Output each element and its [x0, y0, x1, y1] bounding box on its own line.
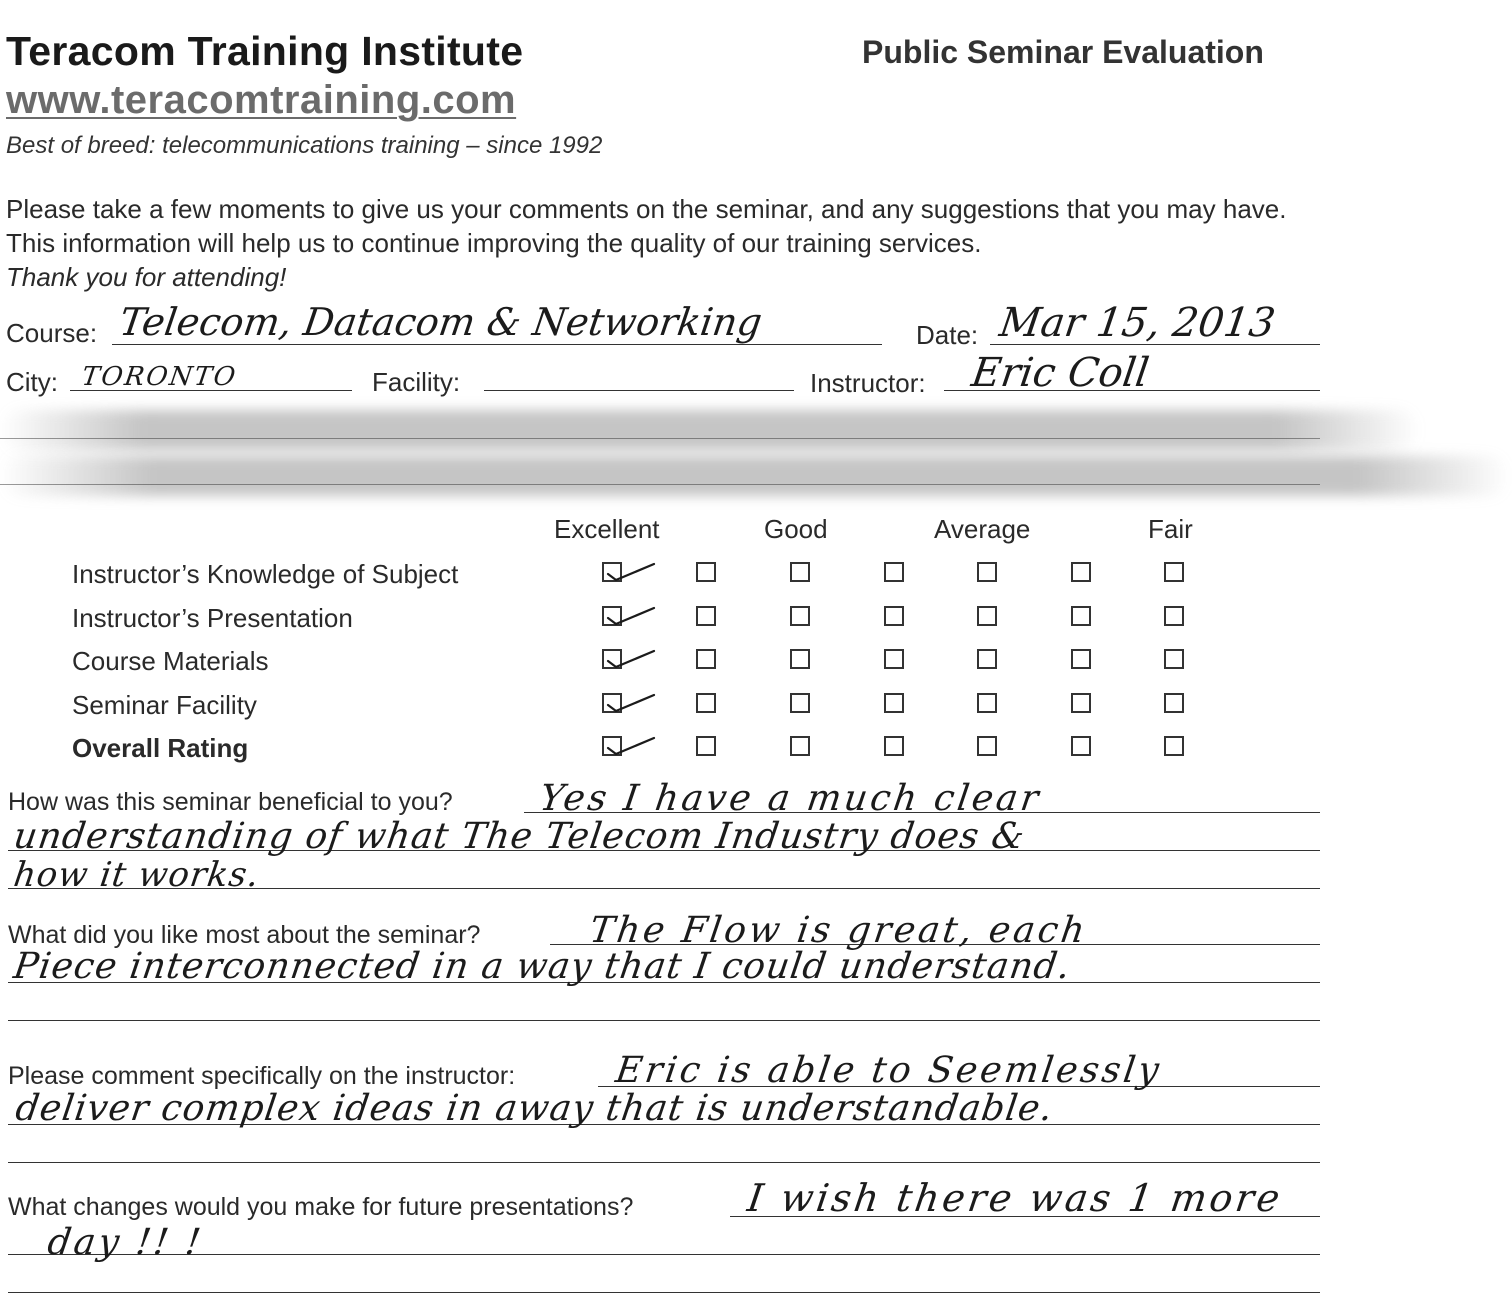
- org-tagline: Best of breed: telecommunications training – since 1992: [6, 132, 603, 159]
- date-value[interactable]: Mar 15, 2013: [996, 300, 1278, 346]
- q4-answer-line-1[interactable]: I wish there was 1 more: [744, 1176, 1286, 1220]
- q4-line-2: [8, 1254, 1320, 1255]
- facility-label: Facility:: [372, 367, 461, 397]
- rating-checkbox[interactable]: [790, 736, 810, 756]
- redacted-line-1: [0, 438, 1320, 439]
- q1-answer-line-2[interactable]: understanding of what The Telecom Industry does &: [11, 816, 1028, 857]
- rating-checkbox[interactable]: [1164, 736, 1184, 756]
- course-line: [112, 344, 882, 345]
- q2-answer-line-2[interactable]: Piece interconnected in a way that I could understand.: [11, 946, 1074, 987]
- checkmark-icon: [606, 691, 656, 717]
- rating-checkbox[interactable]: [884, 693, 904, 713]
- q2-answer-line-1[interactable]: The Flow is great, each: [587, 910, 1091, 951]
- rating-checkbox[interactable]: [696, 649, 716, 669]
- checkmark-icon: [606, 604, 656, 630]
- course-label: Course:: [6, 318, 98, 348]
- rating-checkbox[interactable]: [1164, 562, 1184, 582]
- q4-answer-line-2[interactable]: day !! !: [45, 1222, 207, 1263]
- rating-checkbox[interactable]: [977, 562, 997, 582]
- checkmark-icon: [606, 734, 656, 760]
- redacted-field-1: [0, 410, 1420, 450]
- redacted-line-2: [0, 484, 1320, 485]
- intro-text: [6, 192, 1326, 294]
- q2-label: What did you like most about the seminar?: [8, 921, 481, 949]
- q3-answer-line-1[interactable]: Eric is able to Seemlessly: [613, 1050, 1165, 1091]
- q1-label: How was this seminar beneficial to you?: [8, 788, 453, 816]
- q3-label: Please comment specifically on the instructor:: [8, 1062, 516, 1090]
- q4-line-3: [8, 1292, 1320, 1293]
- rating-checkbox[interactable]: [884, 649, 904, 669]
- q3-line-3: [8, 1162, 1320, 1163]
- intro-paragraph: Please take a few moments to give us your comments on the seminar, and any suggestions that you may have. This information will help us to continue improving the quality of our training services.: [6, 194, 1287, 258]
- rating-checkbox[interactable]: [1164, 649, 1184, 669]
- col-head-fair: Fair: [1148, 514, 1193, 544]
- rating-checkbox[interactable]: [884, 606, 904, 626]
- rating-checkbox[interactable]: [1071, 562, 1091, 582]
- date-label: Date:: [916, 320, 979, 350]
- instructor-label: Instructor:: [810, 368, 926, 398]
- q2-line-3: [8, 1020, 1320, 1021]
- rating-checkbox[interactable]: [1071, 693, 1091, 713]
- course-value[interactable]: Telecom, Datacom & Networking: [116, 300, 765, 344]
- col-head-excellent: Excellent: [554, 514, 660, 544]
- rating-checkbox[interactable]: [1164, 693, 1184, 713]
- q3-answer-line-2[interactable]: deliver complex ideas in away that is understandable.: [13, 1088, 1056, 1129]
- q4-label: What changes would you make for future presentations?: [8, 1193, 634, 1221]
- intro-thanks: Thank you for attending!: [6, 262, 287, 292]
- rating-checkbox[interactable]: [884, 562, 904, 582]
- rating-checkbox[interactable]: [1071, 736, 1091, 756]
- city-value[interactable]: TORONTO: [79, 362, 240, 392]
- checkmark-icon: [606, 560, 656, 586]
- form-title: Public Seminar Evaluation: [862, 34, 1264, 70]
- org-url[interactable]: www.teracomtraining.com: [6, 78, 517, 122]
- rating-checkbox[interactable]: [977, 693, 997, 713]
- rating-checkbox[interactable]: [790, 649, 810, 669]
- instructor-value[interactable]: Eric Coll: [968, 350, 1152, 396]
- org-title: Teracom Training Institute: [6, 28, 524, 74]
- rating-row-label: Course Materials: [72, 646, 269, 676]
- redacted-field-2: [0, 456, 1510, 496]
- rating-checkbox[interactable]: [696, 606, 716, 626]
- rating-checkbox[interactable]: [1164, 606, 1184, 626]
- rating-checkbox[interactable]: [790, 606, 810, 626]
- rating-row-label: Instructor’s Knowledge of Subject: [72, 559, 459, 589]
- rating-checkbox[interactable]: [696, 562, 716, 582]
- rating-checkbox[interactable]: [790, 562, 810, 582]
- checkmark-icon: [606, 647, 656, 673]
- rating-checkbox[interactable]: [790, 693, 810, 713]
- rating-checkbox[interactable]: [884, 736, 904, 756]
- rating-checkbox[interactable]: [977, 649, 997, 669]
- rating-checkbox[interactable]: [977, 736, 997, 756]
- rating-row-label: Overall Rating: [72, 733, 249, 763]
- city-label: City:: [6, 367, 58, 397]
- rating-row-label: Seminar Facility: [72, 690, 257, 720]
- rating-checkbox[interactable]: [696, 736, 716, 756]
- col-head-good: Good: [764, 514, 828, 544]
- facility-line: [484, 390, 794, 391]
- rating-checkbox[interactable]: [977, 606, 997, 626]
- rating-row-label: Instructor’s Presentation: [72, 603, 353, 633]
- q1-answer-line-3[interactable]: how it works.: [11, 855, 263, 895]
- q1-answer-line-1[interactable]: Yes I have a much clear: [537, 778, 1044, 819]
- rating-checkbox[interactable]: [1071, 606, 1091, 626]
- rating-checkbox[interactable]: [1071, 649, 1091, 669]
- col-head-average: Average: [934, 514, 1031, 544]
- rating-checkbox[interactable]: [696, 693, 716, 713]
